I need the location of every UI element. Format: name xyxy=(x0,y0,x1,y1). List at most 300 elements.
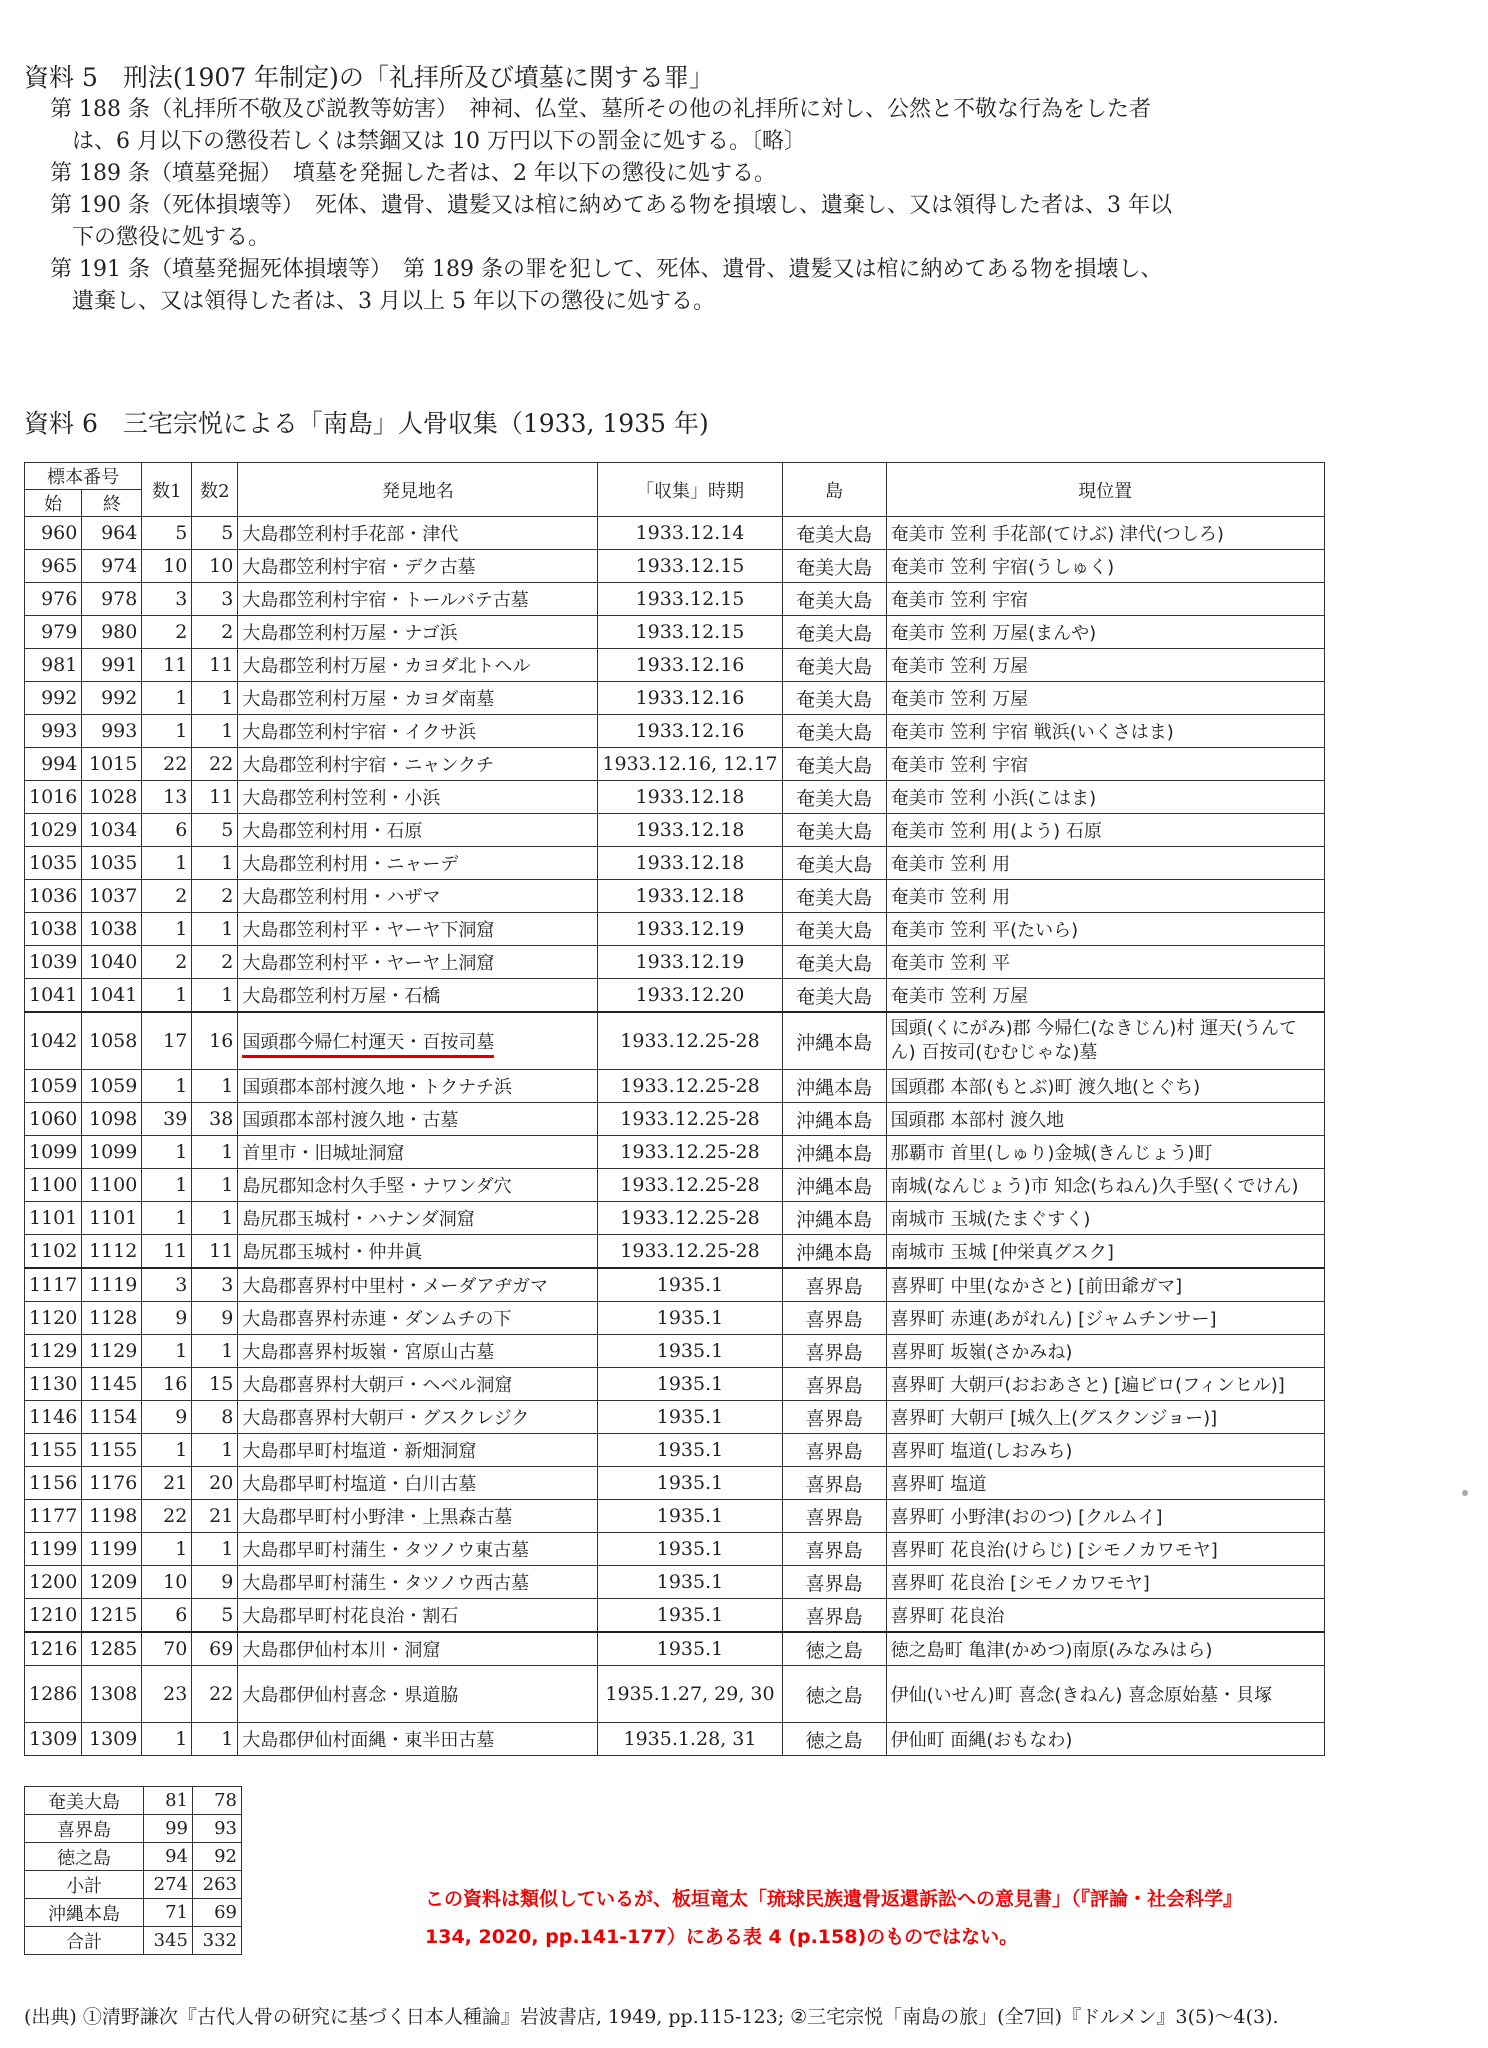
cell-start: 992 xyxy=(25,682,82,715)
cell-start: 1177 xyxy=(25,1500,82,1533)
cell-count1: 1 xyxy=(142,1169,192,1202)
law-line: 第 189 条（墳墓発掘） 墳墓を発掘した者は、2 年以下の懲役に処する。 xyxy=(50,161,776,186)
cell-island: 喜界島 xyxy=(782,1599,886,1633)
cell-date: 1933.12.25-28 xyxy=(598,1070,782,1103)
cell-count1: 22 xyxy=(142,1500,192,1533)
cell-end: 1015 xyxy=(82,748,142,781)
cell-place: 大島郡伊仙村喜念・県道脇 xyxy=(238,1666,598,1723)
summary-row xyxy=(25,1787,242,1815)
table-row xyxy=(25,583,1325,616)
cell-count2: 1 xyxy=(192,979,238,1013)
summary-value: 92 xyxy=(193,1843,242,1871)
table-row xyxy=(25,550,1325,583)
cell-date: 1935.1.28, 31 xyxy=(598,1723,782,1756)
cell-end: 993 xyxy=(82,715,142,748)
cell-end: 1308 xyxy=(82,1666,142,1723)
cell-current: 徳之島町 亀津(かめつ)南原(みなみはら) xyxy=(886,1632,1324,1666)
cell-current: 南城(なんじょう)市 知念(ちねん)久手堅(くでけん) xyxy=(886,1169,1324,1202)
cell-island: 沖縄本島 xyxy=(782,1235,886,1269)
cell-current: 喜界町 中里(なかさと) [前田爺ガマ] xyxy=(886,1268,1324,1302)
cell-current: 南城市 玉城(たまぐすく) xyxy=(886,1202,1324,1235)
cell-start: 1059 xyxy=(25,1070,82,1103)
cell-count2: 22 xyxy=(192,1666,238,1723)
cell-count2: 11 xyxy=(192,1235,238,1269)
cell-date: 1933.12.25-28 xyxy=(598,1235,782,1269)
cell-end: 1040 xyxy=(82,946,142,979)
cell-end: 1098 xyxy=(82,1103,142,1136)
table-row xyxy=(25,748,1325,781)
cell-count1: 1 xyxy=(142,1136,192,1169)
table-row xyxy=(25,880,1325,913)
cell-start: 1039 xyxy=(25,946,82,979)
cell-island: 奄美大島 xyxy=(782,748,886,781)
table-row xyxy=(25,649,1325,682)
section6-title: 資料 6 三宅宗悦による「南島」人骨収集（1933, 1935 年) xyxy=(24,409,709,438)
table-row xyxy=(25,1235,1325,1269)
cell-count1: 16 xyxy=(142,1368,192,1401)
cell-place: 大島郡笠利村平・ヤーヤ上洞窟 xyxy=(238,946,598,979)
cell-island: 沖縄本島 xyxy=(782,1103,886,1136)
summary-table xyxy=(24,1786,242,1955)
cell-place: 大島郡笠利村万屋・石橋 xyxy=(238,979,598,1013)
cell-date: 1935.1 xyxy=(598,1401,782,1434)
cell-date: 1933.12.16 xyxy=(598,682,782,715)
cell-end: 1038 xyxy=(82,913,142,946)
cell-count1: 1 xyxy=(142,715,192,748)
cell-count1: 2 xyxy=(142,616,192,649)
cell-count1: 1 xyxy=(142,682,192,715)
cell-count2: 16 xyxy=(192,1012,238,1070)
cell-count1: 3 xyxy=(142,583,192,616)
table-row xyxy=(25,1723,1325,1756)
cell-end: 1309 xyxy=(82,1723,142,1756)
cell-start: 1016 xyxy=(25,781,82,814)
cell-current: 奄美市 笠利 平 xyxy=(886,946,1324,979)
underlined-place: 国頭郡今帰仁村運天・百按司墓 xyxy=(242,1032,494,1058)
cell-start: 1155 xyxy=(25,1434,82,1467)
table-row xyxy=(25,1434,1325,1467)
cell-start: 960 xyxy=(25,517,82,550)
cell-end: 1285 xyxy=(82,1632,142,1666)
cell-current: 奄美市 笠利 宇宿(うしゅく) xyxy=(886,550,1324,583)
cell-place: 大島郡早町村蒲生・タツノウ東古墓 xyxy=(238,1533,598,1566)
header-specimen: 標本番号 xyxy=(25,463,142,490)
law-line: 下の懲役に処する。 xyxy=(50,225,271,250)
cell-count1: 11 xyxy=(142,649,192,682)
cell-count1: 1 xyxy=(142,1723,192,1756)
red-note xyxy=(425,1880,1425,1956)
table-row xyxy=(25,517,1325,550)
cell-island: 奄美大島 xyxy=(782,616,886,649)
table-row xyxy=(25,1070,1325,1103)
cell-count2: 1 xyxy=(192,1335,238,1368)
summary-row xyxy=(25,1927,242,1955)
summary-value: 345 xyxy=(144,1927,193,1955)
cell-current: 奄美市 笠利 用(よう) 石原 xyxy=(886,814,1324,847)
summary-label: 合計 xyxy=(25,1927,144,1955)
table-row xyxy=(25,1467,1325,1500)
summary-label: 徳之島 xyxy=(25,1843,144,1871)
cell-count2: 11 xyxy=(192,649,238,682)
cell-current: 伊仙(いせん)町 喜念(きねん) 喜念原始墓・貝塚 xyxy=(886,1666,1324,1723)
header-count2: 数2 xyxy=(192,463,238,517)
header-date: 「収集」時期 xyxy=(598,463,782,517)
cell-current: 国頭(くにがみ)郡 今帰仁(なきじん)村 運天(うんてん) 百按司(むむじゃな)墓 xyxy=(886,1012,1324,1070)
law-line: 第 190 条（死体損壊等） 死体、遺骨、遺髪又は棺に納めてある物を損壊し、遺棄し、又は領得した者は、3 年以 xyxy=(50,193,1172,218)
header-count1: 数1 xyxy=(142,463,192,517)
header-island: 島 xyxy=(782,463,886,517)
law-line: 第 188 条（礼拝所不敬及び説教等妨害） 神祠、仏堂、墓所その他の礼拝所に対し、公然と不敬な行為をした者 xyxy=(50,97,1151,122)
cell-place: 大島郡喜界村赤連・ダンムチの下 xyxy=(238,1302,598,1335)
cell-end: 1041 xyxy=(82,979,142,1013)
cell-count1: 17 xyxy=(142,1012,192,1070)
cell-start: 979 xyxy=(25,616,82,649)
table-row xyxy=(25,616,1325,649)
cell-date: 1933.12.25-28 xyxy=(598,1136,782,1169)
cell-start: 1102 xyxy=(25,1235,82,1269)
table-row xyxy=(25,1566,1325,1599)
cell-place: 大島郡笠利村宇宿・イクサ浜 xyxy=(238,715,598,748)
cell-island: 奄美大島 xyxy=(782,715,886,748)
cell-count1: 3 xyxy=(142,1268,192,1302)
summary-value: 263 xyxy=(193,1871,242,1899)
cell-end: 1215 xyxy=(82,1599,142,1633)
cell-current: 喜界町 花良治 xyxy=(886,1599,1324,1633)
cell-start: 993 xyxy=(25,715,82,748)
cell-date: 1933.12.15 xyxy=(598,583,782,616)
specimen-table xyxy=(24,462,1325,1756)
cell-count1: 2 xyxy=(142,880,192,913)
cell-current: 奄美市 笠利 用 xyxy=(886,880,1324,913)
cell-count2: 3 xyxy=(192,1268,238,1302)
cell-count1: 23 xyxy=(142,1666,192,1723)
cell-count2: 1 xyxy=(192,847,238,880)
cell-date: 1933.12.16 xyxy=(598,715,782,748)
cell-current: 奄美市 笠利 小浜(こはま) xyxy=(886,781,1324,814)
cell-end: 1128 xyxy=(82,1302,142,1335)
table-row xyxy=(25,1599,1325,1633)
cell-date: 1935.1 xyxy=(598,1368,782,1401)
cell-start: 1036 xyxy=(25,880,82,913)
cell-count1: 70 xyxy=(142,1632,192,1666)
cell-place: 大島郡笠利村手花部・津代 xyxy=(238,517,598,550)
summary-value: 81 xyxy=(144,1787,193,1815)
scan-speck xyxy=(1462,1490,1468,1496)
cell-count2: 1 xyxy=(192,913,238,946)
cell-start: 1199 xyxy=(25,1533,82,1566)
cell-current: 南城市 玉城 [仲栄真グスク] xyxy=(886,1235,1324,1269)
cell-end: 1119 xyxy=(82,1268,142,1302)
cell-count2: 1 xyxy=(192,715,238,748)
cell-end: 1100 xyxy=(82,1169,142,1202)
cell-start: 1041 xyxy=(25,979,82,1013)
cell-place: 大島郡伊仙村面縄・東半田古墓 xyxy=(238,1723,598,1756)
cell-count1: 1 xyxy=(142,1335,192,1368)
cell-place: 大島郡早町村小野津・上黒森古墓 xyxy=(238,1500,598,1533)
cell-count2: 20 xyxy=(192,1467,238,1500)
cell-current: 伊仙町 面縄(おもなわ) xyxy=(886,1723,1324,1756)
cell-current: 喜界町 花良治(けらじ) [シモノカワモヤ] xyxy=(886,1533,1324,1566)
cell-current: 奄美市 笠利 万屋 xyxy=(886,682,1324,715)
cell-start: 965 xyxy=(25,550,82,583)
cell-current: 奄美市 笠利 平(たいら) xyxy=(886,913,1324,946)
cell-count2: 3 xyxy=(192,583,238,616)
cell-island: 奄美大島 xyxy=(782,979,886,1013)
cell-count2: 69 xyxy=(192,1632,238,1666)
cell-date: 1935.1 xyxy=(598,1632,782,1666)
cell-date: 1935.1 xyxy=(598,1467,782,1500)
cell-end: 980 xyxy=(82,616,142,649)
cell-date: 1933.12.15 xyxy=(598,616,782,649)
summary-label: 小計 xyxy=(25,1871,144,1899)
cell-count2: 1 xyxy=(192,1434,238,1467)
summary-label: 喜界島 xyxy=(25,1815,144,1843)
cell-end: 1198 xyxy=(82,1500,142,1533)
cell-date: 1933.12.18 xyxy=(598,847,782,880)
cell-current: 喜界町 塩道(しおみち) xyxy=(886,1434,1324,1467)
cell-place: 大島郡喜界村大朝戸・グスクレジク xyxy=(238,1401,598,1434)
cell-date: 1933.12.25-28 xyxy=(598,1202,782,1235)
cell-island: 喜界島 xyxy=(782,1335,886,1368)
cell-current: 喜界町 赤連(あがれん) [ジャムチンサー] xyxy=(886,1302,1324,1335)
table-row xyxy=(25,946,1325,979)
cell-island: 沖縄本島 xyxy=(782,1202,886,1235)
cell-island: 奄美大島 xyxy=(782,781,886,814)
cell-place: 大島郡笠利村万屋・カヨダ南墓 xyxy=(238,682,598,715)
cell-island: 喜界島 xyxy=(782,1566,886,1599)
cell-count1: 13 xyxy=(142,781,192,814)
cell-start: 994 xyxy=(25,748,82,781)
cell-island: 徳之島 xyxy=(782,1666,886,1723)
cell-island: 沖縄本島 xyxy=(782,1169,886,1202)
cell-end: 1176 xyxy=(82,1467,142,1500)
cell-island: 奄美大島 xyxy=(782,517,886,550)
cell-count1: 9 xyxy=(142,1401,192,1434)
cell-island: 喜界島 xyxy=(782,1268,886,1302)
cell-current: 奄美市 笠利 宇宿 xyxy=(886,748,1324,781)
table-row xyxy=(25,1335,1325,1368)
cell-date: 1933.12.14 xyxy=(598,517,782,550)
cell-start: 1286 xyxy=(25,1666,82,1723)
cell-end: 1145 xyxy=(82,1368,142,1401)
cell-place: 島尻郡玉城村・ハナンダ洞窟 xyxy=(238,1202,598,1235)
cell-current: 喜界町 塩道 xyxy=(886,1467,1324,1500)
summary-row xyxy=(25,1899,242,1927)
cell-place: 大島郡笠利村万屋・ナゴ浜 xyxy=(238,616,598,649)
cell-island: 奄美大島 xyxy=(782,583,886,616)
cell-count2: 11 xyxy=(192,781,238,814)
cell-date: 1933.12.18 xyxy=(598,814,782,847)
cell-date: 1933.12.18 xyxy=(598,781,782,814)
cell-end: 1101 xyxy=(82,1202,142,1235)
cell-count1: 11 xyxy=(142,1235,192,1269)
cell-island: 徳之島 xyxy=(782,1632,886,1666)
table-row xyxy=(25,715,1325,748)
red-note-line2: 134, 2020, pp.141-177）にある表 4 (p.158)のものではない。 xyxy=(425,1926,1019,1948)
cell-place xyxy=(238,1012,598,1070)
cell-start: 1216 xyxy=(25,1632,82,1666)
summary-value: 69 xyxy=(193,1899,242,1927)
cell-current: 奄美市 笠利 万屋 xyxy=(886,649,1324,682)
cell-island: 沖縄本島 xyxy=(782,1012,886,1070)
cell-current: 奄美市 笠利 万屋 xyxy=(886,979,1324,1013)
cell-place: 国頭郡本部村渡久地・古墓 xyxy=(238,1103,598,1136)
table-row xyxy=(25,781,1325,814)
section5-title: 資料 5 刑法(1907 年制定)の「礼拝所及び墳墓に関する罪」 xyxy=(24,63,714,92)
cell-count2: 8 xyxy=(192,1401,238,1434)
cell-count2: 5 xyxy=(192,517,238,550)
cell-start: 1100 xyxy=(25,1169,82,1202)
cell-count2: 2 xyxy=(192,880,238,913)
cell-count2: 2 xyxy=(192,616,238,649)
cell-place: 大島郡早町村塩道・白川古墓 xyxy=(238,1467,598,1500)
cell-place: 大島郡早町村蒲生・タツノウ西古墓 xyxy=(238,1566,598,1599)
cell-end: 1112 xyxy=(82,1235,142,1269)
cell-end: 1058 xyxy=(82,1012,142,1070)
table-row xyxy=(25,682,1325,715)
cell-place: 島尻郡知念村久手堅・ナワンダ穴 xyxy=(238,1169,598,1202)
cell-end: 1129 xyxy=(82,1335,142,1368)
header-current: 現位置 xyxy=(886,463,1324,517)
cell-date: 1933.12.15 xyxy=(598,550,782,583)
cell-current: 喜界町 大朝戸(おおあさと) [遍ビロ(フィンヒル)] xyxy=(886,1368,1324,1401)
cell-start: 1035 xyxy=(25,847,82,880)
cell-count1: 5 xyxy=(142,517,192,550)
cell-start: 1117 xyxy=(25,1268,82,1302)
cell-island: 喜界島 xyxy=(782,1500,886,1533)
cell-count2: 1 xyxy=(192,1169,238,1202)
cell-end: 1034 xyxy=(82,814,142,847)
cell-count2: 5 xyxy=(192,1599,238,1633)
cell-place: 国頭郡本部村渡久地・トクナチ浜 xyxy=(238,1070,598,1103)
cell-place: 島尻郡玉城村・仲井眞 xyxy=(238,1235,598,1269)
cell-date: 1933.12.19 xyxy=(598,946,782,979)
cell-place: 大島郡笠利村宇宿・ニャンクチ xyxy=(238,748,598,781)
cell-current: 奄美市 笠利 手花部(てけぶ) 津代(つしろ) xyxy=(886,517,1324,550)
cell-island: 奄美大島 xyxy=(782,550,886,583)
cell-count1: 1 xyxy=(142,1202,192,1235)
cell-date: 1933.12.18 xyxy=(598,880,782,913)
cell-current: 那覇市 首里(しゅり)金城(きんじょう)町 xyxy=(886,1136,1324,1169)
cell-place: 大島郡笠利村笠利・小浜 xyxy=(238,781,598,814)
cell-island: 沖縄本島 xyxy=(782,1136,886,1169)
summary-value: 93 xyxy=(193,1815,242,1843)
cell-start: 981 xyxy=(25,649,82,682)
cell-end: 991 xyxy=(82,649,142,682)
source-citation: (出典) ①清野謙次『古代人骨の研究に基づく日本人種論』岩波書店, 1949, pp.115-123; ②三宅宗悦「南島の旅」(全7回)『ドルメン』3(5)〜4(3). xyxy=(24,2006,1279,2028)
cell-date: 1935.1 xyxy=(598,1335,782,1368)
cell-date: 1935.1 xyxy=(598,1599,782,1633)
cell-count1: 6 xyxy=(142,1599,192,1633)
cell-island: 徳之島 xyxy=(782,1723,886,1756)
table-row xyxy=(25,1012,1325,1070)
cell-current: 国頭郡 本部村 渡久地 xyxy=(886,1103,1324,1136)
cell-island: 喜界島 xyxy=(782,1401,886,1434)
cell-date: 1933.12.16, 12.17 xyxy=(598,748,782,781)
cell-start: 976 xyxy=(25,583,82,616)
table-row xyxy=(25,1500,1325,1533)
cell-start: 1146 xyxy=(25,1401,82,1434)
cell-island: 沖縄本島 xyxy=(782,1070,886,1103)
cell-count1: 2 xyxy=(142,946,192,979)
cell-start: 1309 xyxy=(25,1723,82,1756)
cell-count2: 10 xyxy=(192,550,238,583)
cell-count1: 22 xyxy=(142,748,192,781)
cell-place: 大島郡早町村塩道・新畑洞窟 xyxy=(238,1434,598,1467)
law-line: 遺棄し、又は領得した者は、3 月以上 5 年以下の懲役に処する。 xyxy=(50,289,715,314)
cell-end: 1028 xyxy=(82,781,142,814)
cell-end: 992 xyxy=(82,682,142,715)
summary-value: 99 xyxy=(144,1815,193,1843)
cell-island: 喜界島 xyxy=(782,1368,886,1401)
summary-value: 71 xyxy=(144,1899,193,1927)
cell-start: 1099 xyxy=(25,1136,82,1169)
header-place: 発見地名 xyxy=(238,463,598,517)
summary-value: 332 xyxy=(193,1927,242,1955)
cell-start: 1120 xyxy=(25,1302,82,1335)
cell-count2: 1 xyxy=(192,1723,238,1756)
summary-row xyxy=(25,1815,242,1843)
cell-count1: 39 xyxy=(142,1103,192,1136)
cell-current: 奄美市 笠利 宇宿 戦浜(いくさはま) xyxy=(886,715,1324,748)
cell-end: 1099 xyxy=(82,1136,142,1169)
cell-current: 喜界町 花良治 [シモノカワモヤ] xyxy=(886,1566,1324,1599)
cell-island: 喜界島 xyxy=(782,1434,886,1467)
header-end: 終 xyxy=(82,490,142,517)
cell-end: 974 xyxy=(82,550,142,583)
table-row xyxy=(25,1103,1325,1136)
cell-start: 1129 xyxy=(25,1335,82,1368)
cell-start: 1130 xyxy=(25,1368,82,1401)
cell-start: 1156 xyxy=(25,1467,82,1500)
cell-place: 大島郡伊仙村本川・洞窟 xyxy=(238,1632,598,1666)
cell-current: 喜界町 坂嶺(さかみね) xyxy=(886,1335,1324,1368)
cell-date: 1933.12.25-28 xyxy=(598,1103,782,1136)
cell-count1: 1 xyxy=(142,847,192,880)
table-row xyxy=(25,913,1325,946)
cell-count1: 10 xyxy=(142,1566,192,1599)
cell-count1: 9 xyxy=(142,1302,192,1335)
summary-label: 沖縄本島 xyxy=(25,1899,144,1927)
cell-current: 喜界町 大朝戸 [城久上(グスクンジョー)] xyxy=(886,1401,1324,1434)
cell-count2: 5 xyxy=(192,814,238,847)
table-row xyxy=(25,1302,1325,1335)
cell-end: 1199 xyxy=(82,1533,142,1566)
cell-count2: 1 xyxy=(192,682,238,715)
cell-date: 1935.1 xyxy=(598,1533,782,1566)
table-row xyxy=(25,1632,1325,1666)
summary-row xyxy=(25,1843,242,1871)
cell-count1: 6 xyxy=(142,814,192,847)
cell-count1: 1 xyxy=(142,1070,192,1103)
cell-count2: 38 xyxy=(192,1103,238,1136)
cell-count2: 1 xyxy=(192,1533,238,1566)
summary-row xyxy=(25,1871,242,1899)
cell-start: 1200 xyxy=(25,1566,82,1599)
cell-end: 1035 xyxy=(82,847,142,880)
table-row xyxy=(25,814,1325,847)
cell-place: 大島郡笠利村用・ハザマ xyxy=(238,880,598,913)
cell-count2: 9 xyxy=(192,1302,238,1335)
cell-island: 喜界島 xyxy=(782,1533,886,1566)
table-row xyxy=(25,1401,1325,1434)
cell-place: 首里市・旧城址洞窟 xyxy=(238,1136,598,1169)
cell-place: 大島郡笠利村宇宿・トールバテ古墓 xyxy=(238,583,598,616)
cell-place: 大島郡笠利村用・ニャーデ xyxy=(238,847,598,880)
cell-date: 1935.1 xyxy=(598,1434,782,1467)
cell-island: 奄美大島 xyxy=(782,946,886,979)
law-line: 第 191 条（墳墓発掘死体損壊等） 第 189 条の罪を犯して、死体、遺骨、遺髪又は棺に納めてある物を損壊し、 xyxy=(50,257,1163,282)
